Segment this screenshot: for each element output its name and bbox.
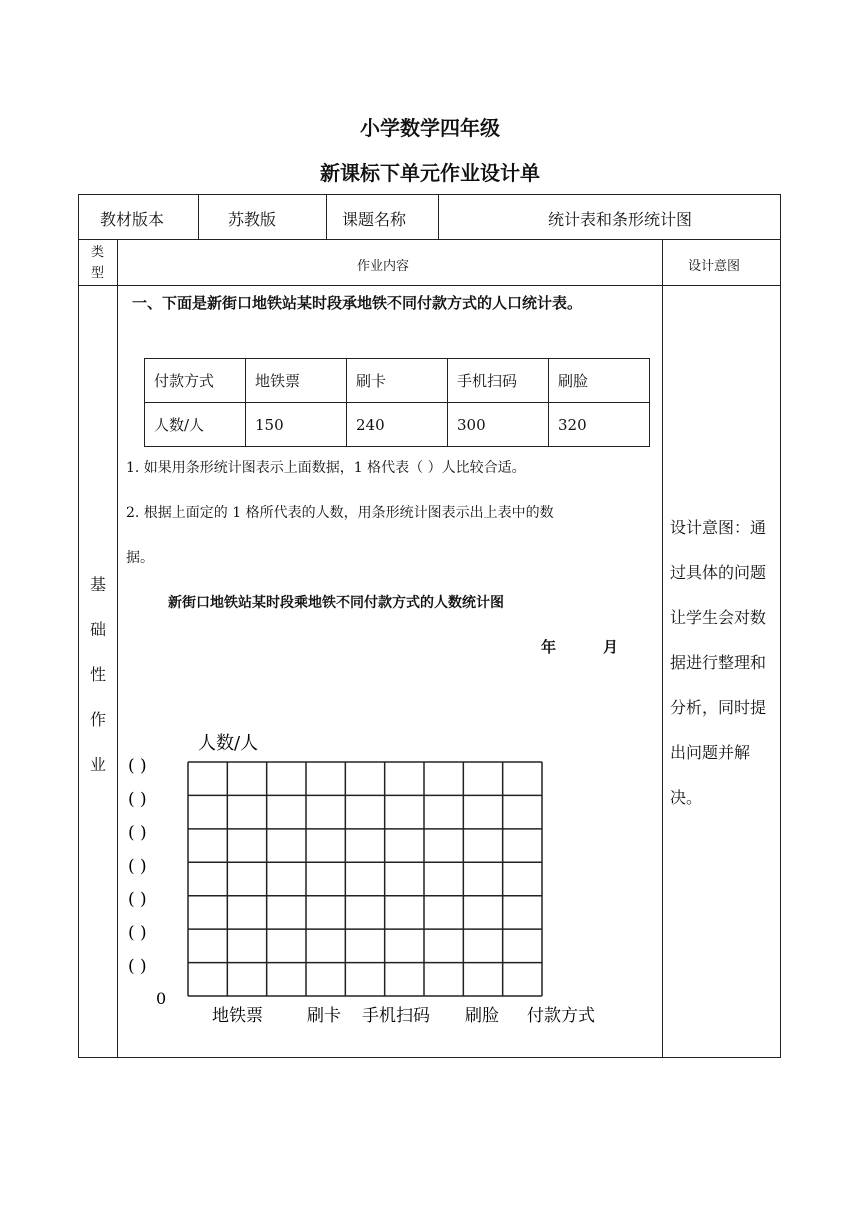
design-intent: 设计意图：通过具体的问题让学生会对数据进行整理和分析，同时提出问题并解决。 — [670, 518, 767, 807]
type-label: 类 — [91, 245, 105, 260]
row-divider — [78, 239, 781, 240]
y-axis-label: 人数/人 — [198, 733, 259, 754]
type-label: 型 — [91, 266, 105, 281]
table-cell: 手机扫码 — [448, 359, 549, 403]
topic-value: 统计表和条形统计图 — [548, 210, 693, 229]
table-cell: 320 — [549, 403, 650, 447]
x-axis-label: 付款方式 — [527, 1006, 595, 1026]
chart-month: 月 — [603, 638, 619, 656]
col-divider — [198, 194, 199, 239]
x-category-label: 地铁票 — [212, 1006, 263, 1026]
x-category-label: 手机扫码 — [362, 1006, 430, 1026]
table-row — [145, 403, 650, 447]
intent-label: 设计意图 — [688, 259, 741, 274]
y-tick-labels — [128, 756, 147, 977]
chart-title: 新街口地铁站某时段乘地铁不同付款方式的人数统计图 — [168, 595, 504, 611]
y-tick-blank[interactable]: ( ) — [128, 856, 147, 877]
table-cell: 人数/人 — [145, 403, 246, 447]
x-category-label: 刷卡 — [307, 1006, 341, 1026]
chart-year: 年 — [541, 638, 557, 656]
data-table — [144, 358, 650, 447]
col-divider — [662, 239, 663, 1058]
y-tick-blank[interactable]: ( ) — [128, 923, 147, 944]
category-label: 基 础 性 作 业 — [89, 575, 106, 774]
table-cell: 地铁票 — [246, 359, 347, 403]
y-tick-blank[interactable]: ( ) — [128, 756, 147, 776]
table-cell: 300 — [448, 403, 549, 447]
question-title: 一、下面是新街口地铁站某时段承地铁不同付款方式的人口统计表。 — [132, 294, 583, 312]
y-tick-blank[interactable]: ( ) — [128, 889, 147, 910]
page-subtitle: 新课标下单元作业设计单 — [320, 161, 540, 185]
table-cell: 240 — [347, 403, 448, 447]
table-cell: 刷脸 — [549, 359, 650, 403]
question-2: 2. 根据上面定的 1 格所代表的人数，用条形统计图表示出上表中的数 — [126, 505, 554, 521]
bar-chart-grid — [120, 726, 660, 1046]
table-cell: 付款方式 — [145, 359, 246, 403]
page-title: 小学数学四年级 — [360, 116, 500, 140]
y-tick-blank[interactable]: ( ) — [128, 956, 147, 977]
y-tick-blank[interactable]: ( ) — [128, 822, 147, 843]
grid-lines — [188, 762, 542, 996]
textbook-label: 教材版本 — [100, 210, 165, 229]
origin-label: 0 — [156, 989, 167, 1008]
row-divider — [78, 285, 781, 286]
question-2-cont: 据。 — [126, 550, 154, 566]
table-row — [145, 359, 650, 403]
col-divider — [117, 239, 118, 1058]
question-1: 1. 如果用条形统计图表示上面数据，1 格代表（ ）人比较合适。 — [126, 460, 526, 476]
col-divider — [438, 194, 439, 239]
col-divider — [326, 194, 327, 239]
textbook-value: 苏教版 — [228, 210, 277, 229]
content-label: 作业内容 — [357, 259, 410, 274]
x-category-label: 刷脸 — [465, 1006, 499, 1026]
table-cell: 150 — [246, 403, 347, 447]
topic-label: 课题名称 — [342, 210, 407, 229]
table-cell: 刷卡 — [347, 359, 448, 403]
y-tick-blank[interactable]: ( ) — [128, 789, 147, 810]
